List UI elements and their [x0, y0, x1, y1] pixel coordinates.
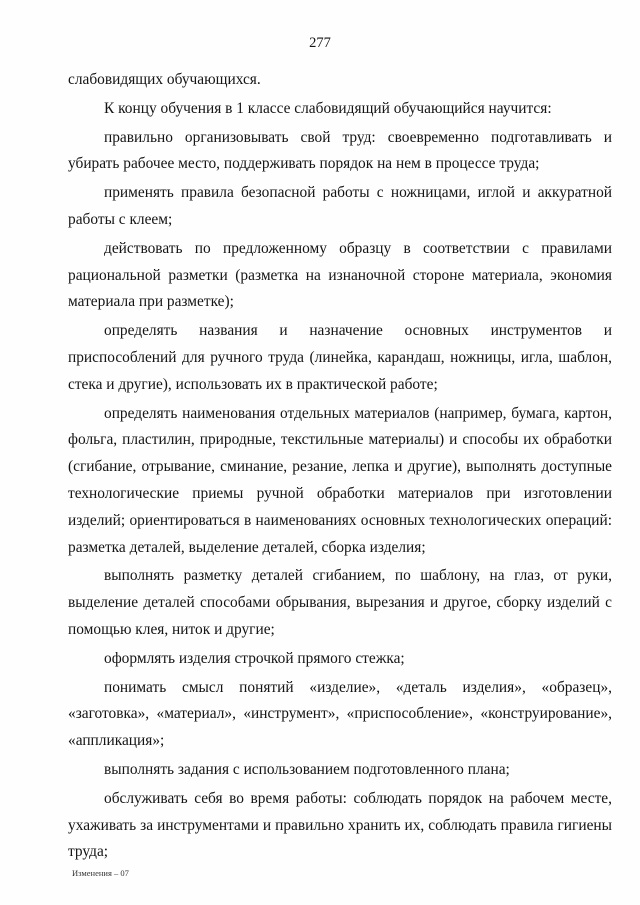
- page-number: 277: [309, 35, 331, 51]
- paragraph: определять названия и назначение основных инструментов и приспособлений для ручного труда (линейка, карандаш, ножницы, игла, шаблон, стека и другие), использовать их в практической работе;: [68, 322, 612, 393]
- paragraph: слабовидящих обучающихся.: [68, 71, 261, 88]
- revision-footer: Изменения – 07: [72, 868, 129, 878]
- paragraph: обслуживать себя во время работы: соблюдать порядок на рабочем месте, ухаживать за инструментами и правильно хранить их, соблюдать правила гигиены труда;: [68, 789, 612, 861]
- paragraph: К концу обучения в 1 классе слабовидящий обучающийся научится:: [104, 99, 552, 117]
- paragraph: применять правила безопасной работы с ножницами, иглой и аккуратной работы с клеем;: [68, 184, 612, 228]
- paragraph: правильно организовывать свой труд: своевременно подготавливать и убирать рабочее место, поддерживать порядок на нем в процессе труда;: [68, 128, 612, 173]
- paragraph: оформлять изделия строчкой прямого стежка;: [104, 649, 405, 667]
- paragraph: понимать смысл понятий «изделие», «деталь изделия», «образец», «заготовка», «материал», «инструмент», «приспособление», «конструирование», «аппликация»;: [68, 678, 612, 750]
- document-body: [68, 67, 612, 866]
- paragraph: действовать по предложенному образцу в соответствии с правилами рациональной разметки (разметка на изнаночной стороне материала, экономия материала при разметке);: [68, 239, 612, 311]
- paragraph: определять наименования отдельных материалов (например, бумага, картон, фольга, пластилин, природные, текстильные материалы) и способы их обработки (сгибание, отрывание, сминание, резание, лепка и другие), выполнять доступные технологические приемы ручной обработки материалов при изготовлении изделий; ориентироваться в наименованиях основных технологических операций: разметка деталей, выделение деталей, сборка изделия;: [68, 404, 612, 556]
- paragraph: выполнять разметку деталей сгибанием, по шаблону, на глаз, от руки, выделение деталей способами обрывания, вырезания и другое, сборку изделий с помощью клея, ниток и другие;: [68, 567, 612, 638]
- paragraph: выполнять задания с использованием подготовленного плана;: [104, 760, 510, 778]
